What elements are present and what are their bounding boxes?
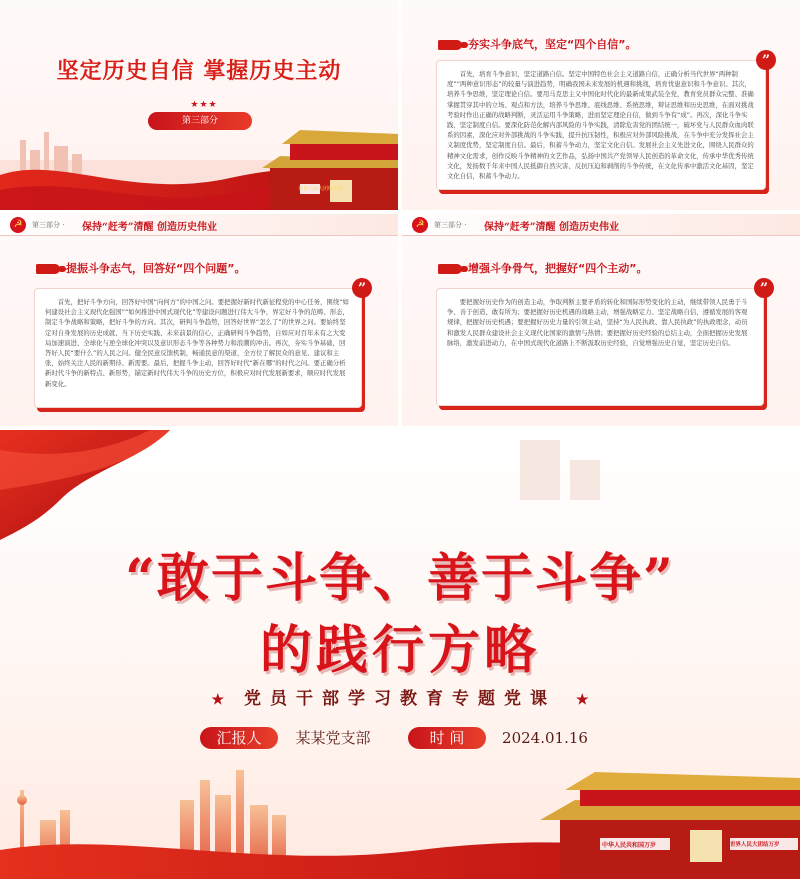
section-heading-text: 夯实斗争底气，坚定“四个自信”。 [468, 38, 637, 51]
time-value: 2024.01.16 [502, 729, 588, 747]
slide-title: 坚定历史自信 掌握历史主动 [56, 58, 342, 84]
section-heading [438, 36, 636, 52]
quote-icon: ” [352, 278, 372, 298]
party-emblem-icon: ☭ [10, 217, 26, 233]
reporter-label-badge: 汇报人 [200, 727, 278, 749]
slide-cover[interactable] [0, 430, 800, 879]
pointing-hand-icon [438, 264, 462, 274]
cover-subtitle [0, 684, 800, 709]
header-bar [0, 214, 398, 236]
pointing-hand-icon [438, 40, 462, 50]
cover-title-line2: 的践行方略 [259, 620, 540, 681]
quote-icon: ” [756, 50, 776, 70]
content-card [34, 288, 362, 408]
card-body-text: 首先，培育斗争意识，坚定道路自信。坚定中国特色社会主义道路自信，正确分析当代世界“两种制度”“两种意识形态”的较量与演进趋势，明确我国未来发展的机遇和挑战，培育忧患意识和斗争意识。其次，培养斗争思维，坚定理论自信。要用马克思主义中国化时代化的最新成果武装全党，教育党员群众完整、准确掌握贯穿其中的立场、观点和方法，培养斗争思维、底线思维、系统思维，辩证思维和历史思维，在面对挑战考验时作出正确的战略判断，灵活运用斗争策略，进而坚定理论自信，做到斗争有“成”。再次，深化斗争实践，坚定制度自信。要深化防范化解内部风险的斗争实践，清除危害党的团结统一，破坏党与人民群众血肉联系的因素，深化应对外部挑战的斗争实践，提升抗压韧性，积极应对外部风险挑战，在斗争中充分发挥社会主义制度优势，坚定制度自信。最后，积蓄斗争动力，坚定文化自信。发展社会主义先进文化，围绕人民群众的精神文化需求，创作反映斗争精神的文艺作品，弘扬中国共产党领导人民创造的革命文化，传承中华优秀传统文化，发扬数千年来中国人民抵御自然灾害、反抗压迫和剥削的斗争传统，在文化传承中激活文化基因，坚定文化自信，积蓄斗争动力。 [447, 70, 754, 181]
cover-subtitle-text: 党员干部学习教育专题党课 [244, 689, 556, 709]
slide-four-questions[interactable] [0, 214, 398, 426]
red-flag-tiananmen-illustration [0, 120, 398, 210]
card-body-text: 要把握好历史作为的创造主动，争取判断主要矛盾的转化和国际形势变化的主动，继续带领人民勇于斗争、善于创造、敢有所为；要把握好历史机遇的战略主动，增强战略定力、坚定战略自信，遵循发展的客观规律，把握好历史机遇；要把握好历史力量的引领主动，坚持“为人民执政、靠人民执政”的执政理念，动员和激发人民群众建设社会主义现代化国家的激情与热情；要把握好历史经验的总结主动，全面把握历史发展脉络，激发前进动力，在中国式现代化道路上不断汲取历史经验，自觉增强历史自觉，坚定历史自信。 [447, 298, 748, 347]
city-tiananmen-illustration [0, 760, 800, 879]
section-heading-text: 提振斗争志气，回答好“四个问题”。 [66, 262, 246, 275]
content-card [436, 60, 766, 190]
header-bar [402, 214, 800, 236]
slide-title-part3[interactable] [0, 0, 398, 210]
content-card [436, 288, 764, 406]
banner-text: 世界人民大团结万岁 [298, 186, 344, 192]
cover-title-line1: “敢于斗争、善于斗争” [125, 548, 675, 609]
star-icon: ★ [576, 692, 589, 708]
party-emblem-icon: ☭ [412, 217, 428, 233]
stars-decoration: ★★★ [190, 100, 218, 110]
banner-left-text: 中华人民共和国万岁 [602, 842, 657, 849]
banner-right-text: 世界人民大团结万岁 [730, 842, 780, 848]
quote-icon: ” [754, 278, 774, 298]
part-label-badge: 第三部分 [148, 112, 252, 130]
section-heading [36, 260, 245, 276]
header-part-label: 第三部分 · [434, 221, 467, 229]
header-part-label: 第三部分 · [32, 221, 65, 229]
time-label-badge: 时 间 [408, 727, 486, 749]
pointing-hand-icon [36, 264, 60, 274]
section-heading-text: 增强斗争骨气，把握好“四个主动”。 [468, 262, 648, 275]
slide-four-initiatives[interactable] [402, 214, 800, 426]
slide-four-confidences[interactable] [402, 0, 800, 210]
reporter-value: 某某党支部 [295, 729, 371, 747]
section-heading [438, 260, 647, 276]
card-body-text: 首先，把好斗争方向，回答好中国“向何方”的中国之问。要把握好新时代新征程党的中心任务，围绕“如何建设社会主义现代化强国”“如何推进中国式现代化”等建设问题进行伟大斗争，界定好斗争的范畴、形态，制定斗争战略和策略，把好斗争的方向。其次，研判斗争趋势，回答好世界“怎么了”的世界之问。要始终坚定对自身发展的历史成就、当下历史实践、未来前景的信心，正确研判斗争趋势，自如应对百年未有之大变局加速演进、全球化与逆全球化冲突以及意识形态斗争等各种势力和浪潮的冲击。再次，夯实斗争基础，回答好人民“要什么”的人民之问。健全民意反馈机制，畅通民意的渠道，全方位了解民众的意见、建议和主张，始终关注人民的新期待、新需要。最后，把握斗争主动，回答好时代“新在哪”的时代之问。要正确分析新时代斗争的新特点、新形势，锚定新时代伟大斗争的历史方位，积极应对时代发展新要求，顺应时代发展新变化。 [45, 298, 349, 388]
header-title: 保持“赶考”清醒 创造历史伟业 [484, 222, 619, 233]
header-title: 保持“赶考”清醒 创造历史伟业 [82, 222, 217, 233]
star-icon: ★ [211, 692, 224, 708]
